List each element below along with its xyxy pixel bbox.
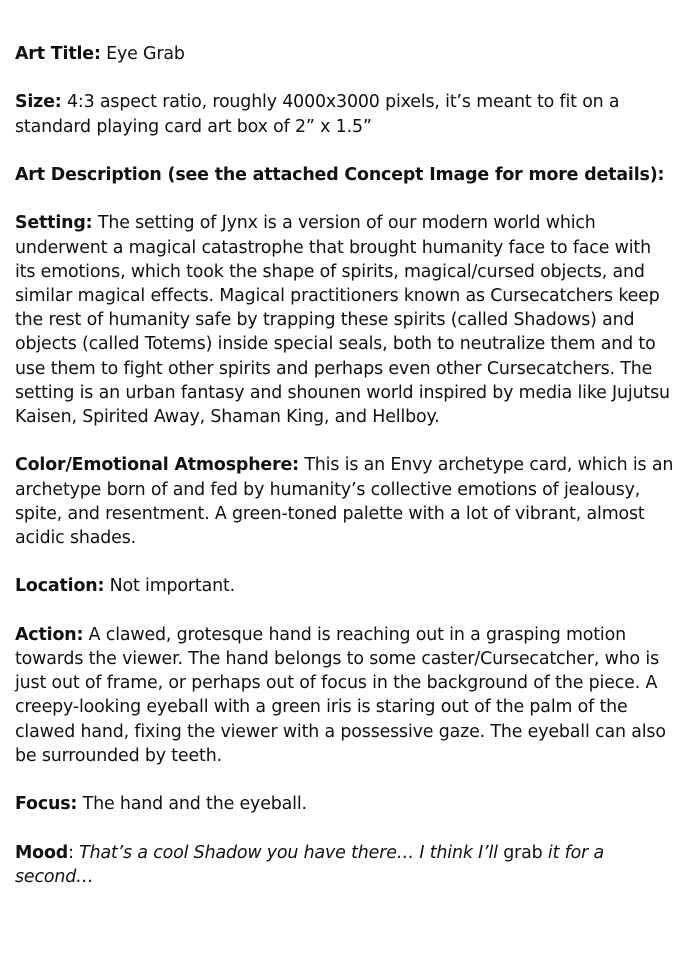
- setting-label: Setting:: [15, 213, 93, 234]
- focus-value: The hand and the eyeball.: [77, 794, 307, 815]
- mood-colon: :: [68, 842, 80, 863]
- action-paragraph: [15, 623, 675, 768]
- location-paragraph: [15, 574, 675, 598]
- mood-paragraph: [15, 841, 675, 889]
- mood-quote-part-1: That’s a cool Shadow you have there… I think I’ll: [79, 842, 504, 863]
- mood-quote-grab: grab: [503, 842, 543, 863]
- mood-label: Mood: [15, 842, 69, 863]
- size-label: Size:: [15, 92, 62, 113]
- focus-paragraph: [15, 792, 675, 816]
- size-value: 4:3 aspect ratio, roughly 4000x3000 pixels, it’s meant to fit on a standard playing card art box of 2” x 1.5”: [15, 92, 620, 137]
- action-label: Action:: [15, 624, 84, 645]
- art-description-heading: [15, 163, 675, 187]
- setting-paragraph: [15, 211, 675, 429]
- art-title-label: Art Title:: [15, 44, 101, 64]
- color-atmosphere-label: Color/Emotional Atmosphere:: [15, 455, 299, 476]
- mood-quote-part-2: it for a second…: [15, 842, 604, 887]
- focus-label: Focus:: [15, 794, 78, 815]
- art-title-paragraph: [15, 42, 675, 66]
- art-description-label: Art Description (see the attached Concept Image for more details):: [15, 164, 665, 185]
- action-value: A clawed, grotesque hand is reaching out in a grasping motion towards the viewer. The hand belongs to some caster/Cursecatcher, who is just out of frame, or perhaps out of focus in the background of the piece. A creepy-looking eyeball with a green iris is staring out of the palm of the clawed hand, fixing the viewer with a possessive gaze. The eyeball can also be surrounded by teeth.: [15, 624, 666, 766]
- art-title-value: Eye Grab: [100, 44, 185, 64]
- color-atmosphere-paragraph: [15, 453, 675, 550]
- art-brief-document: [15, 42, 675, 913]
- location-label: Location:: [15, 576, 105, 597]
- size-paragraph: [15, 90, 675, 138]
- setting-value: The setting of Jynx is a version of our modern world which underwent a magical catastrophe that brought humanity face to face with its emotions, which took the shape of spirits, magical/cursed objects, and similar magical effects. Magical practitioners known as Cursecatchers keep the rest of humanity safe by trapping these spirits (called Shadows) and objects (called Totems) inside special seals, both to neutralize them and to use them to fight other spirits and perhaps even other Cursecatchers. The setting is an urban fantasy and shounen world inspired by media like Jujutsu Kaisen, Spirited Away, Shaman King, and Hellboy.: [15, 213, 670, 427]
- color-atmosphere-value: This is an Envy archetype card, which is an archetype born of and fed by humanity’s collective emotions of jealousy, spite, and resentment. A green-toned palette with a lot of vibrant, almost acidic shades.: [15, 455, 674, 548]
- location-value: Not important.: [104, 576, 236, 597]
